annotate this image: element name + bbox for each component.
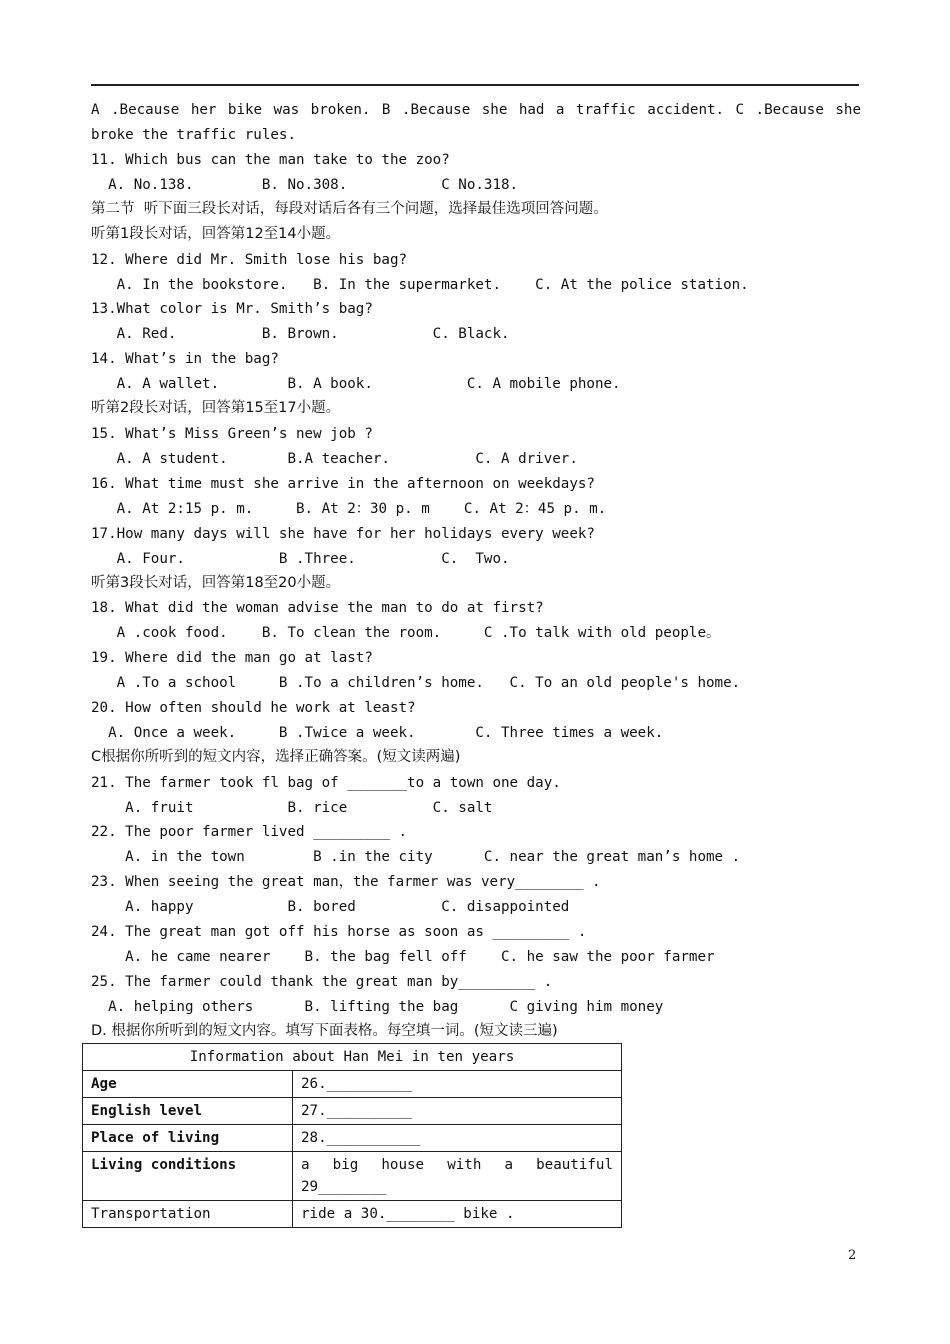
row-value-english-level: 27.__________	[293, 1098, 622, 1125]
q14-options: A. A wallet. B. A book. C. A mobile phone.	[91, 376, 621, 392]
q21-options: A. fruit B. rice C. salt	[91, 800, 493, 816]
top-rule	[91, 84, 859, 86]
living-conditions-line1: a big house with a beautiful	[301, 1157, 613, 1173]
dialogue1-heading: 听第1段长对话，回答第12至14小题。	[91, 226, 341, 242]
q11-options: A. No.138. B. No.308. C No.318.	[91, 177, 519, 193]
q10-options-cont: broke the traffic rules.	[91, 127, 296, 143]
row-key-english-level: English level	[83, 1098, 293, 1125]
q15-options: A. A student. B.A teacher. C. A driver.	[91, 451, 578, 467]
q16-question: 16. What time must she arrive in the afternoon on weekdays?	[91, 476, 595, 492]
page-number: 2	[848, 1248, 857, 1263]
section-c-heading: C根据你所听到的短文内容，选择正确答案。(短文读两遍)	[91, 749, 461, 765]
row-value-living-conditions	[293, 1152, 622, 1201]
q10-options: A .Because her bike was broken. B .Because she had a traffic accident. C .Because she	[91, 102, 861, 118]
row-value-transportation: ride a 30.________ bike .	[293, 1201, 622, 1228]
q20-options: A. Once a week. B .Twice a week. C. Three times a week.	[91, 725, 664, 741]
row-key-age: Age	[83, 1071, 293, 1098]
table-row	[83, 1152, 622, 1201]
q11-question: 11. Which bus can the man take to the zoo?	[91, 152, 450, 168]
q17-question: 17.How many days will she have for her holidays every week?	[91, 526, 595, 542]
q14-question: 14. What’s in the bag?	[91, 351, 279, 367]
q22-question: 22. The poor farmer lived _________ .	[91, 824, 408, 840]
q15-question: 15. What’s Miss Green’s new job ?	[91, 426, 373, 442]
living-conditions-line2: 29________	[301, 1179, 387, 1195]
row-key-place-of-living: Place of living	[83, 1125, 293, 1152]
q12-question: 12. Where did Mr. Smith lose his bag?	[91, 252, 408, 268]
q23-question: 23. When seeing the great man，the farmer was very________ .	[91, 874, 601, 890]
q21-question: 21. The farmer took fl bag of _______to a town one day.	[91, 775, 561, 791]
q13-question: 13.What color is Mr. Smith’s bag?	[91, 301, 373, 317]
dialogue2-heading: 听第2段长对话，回答第15至17小题。	[91, 400, 341, 416]
row-value-place-of-living: 28.___________	[293, 1125, 622, 1152]
section-d-heading: D. 根据你所听到的短文内容。填写下面表格。每空填一词。(短文读三遍)	[91, 1023, 558, 1039]
table-row	[83, 1071, 622, 1098]
q17-options: A. Four. B .Three. C. Two.	[91, 551, 510, 567]
q18-question: 18. What did the woman advise the man to do at first?	[91, 600, 544, 616]
section2-heading: 第二节 听下面三段长对话，每段对话后各有三个问题，选择最佳选项回答问题。	[91, 201, 608, 217]
table-header-row	[83, 1044, 622, 1071]
q13-options: A. Red. B. Brown. C. Black.	[91, 326, 510, 342]
q19-options: A .To a school B .To a children’s home. C. To an old people's home.	[91, 675, 741, 691]
q16-options: A. At 2:15 p. m. B. At 2：30 p. m C. At 2：45 p. m.	[91, 501, 607, 517]
q23-options: A. happy B. bored C. disappointed	[91, 899, 570, 915]
q12-options: A. In the bookstore. B. In the supermarket. C. At the police station.	[91, 277, 749, 293]
q19-question: 19. Where did the man go at last?	[91, 650, 373, 666]
q20-question: 20. How often should he work at least?	[91, 700, 416, 716]
table-row	[83, 1201, 622, 1228]
row-key-transportation: Transportation	[83, 1201, 293, 1228]
q18-options: A .cook food. B. To clean the room. C .To talk with old people。	[91, 625, 721, 641]
info-table	[82, 1043, 622, 1228]
table-header: Information about Han Mei in ten years	[83, 1044, 622, 1071]
q24-question: 24. The great man got off his horse as soon as _________ .	[91, 924, 587, 940]
q22-options: A. in the town B .in the city C. near the great man’s home .	[91, 849, 741, 865]
row-value-age: 26.__________	[293, 1071, 622, 1098]
q25-options: A. helping others B. lifting the bag C giving him money	[91, 999, 664, 1015]
table-row	[83, 1098, 622, 1125]
row-key-living-conditions: Living conditions	[83, 1152, 293, 1201]
q24-options: A. he came nearer B. the bag fell off C. he saw the poor farmer	[91, 949, 715, 965]
q25-question: 25. The farmer could thank the great man by_________ .	[91, 974, 553, 990]
dialogue3-heading: 听第3段长对话，回答第18至20小题。	[91, 575, 341, 591]
table-row	[83, 1125, 622, 1152]
